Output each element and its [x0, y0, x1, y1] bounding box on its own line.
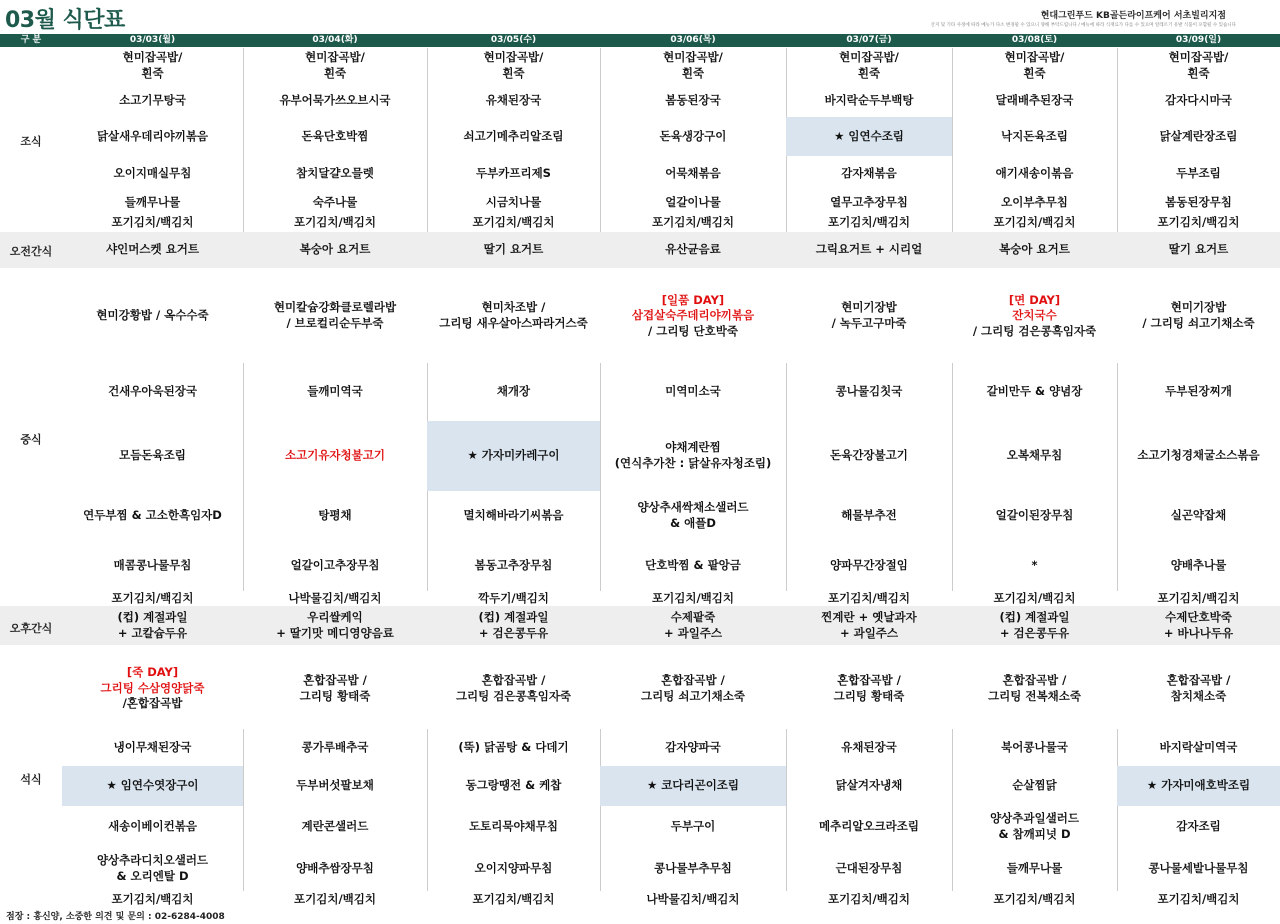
menu-cell: 포기김치/백김치	[993, 891, 1076, 906]
header-day: 03/07(금)	[846, 35, 892, 45]
menu-cell: 오이부추무침	[1001, 195, 1068, 210]
menu-cell: 탕평채	[318, 508, 352, 523]
menu-cell: 현미잡곡밥/ 흰죽	[839, 50, 899, 80]
row-label-breakfast: 조식	[20, 135, 42, 148]
menu-line: 현미차조밥 /	[481, 300, 546, 315]
menu-cell: 현미잡곡밥/ 흰죽	[663, 50, 723, 80]
menu-cell: 달래배추된장국	[995, 92, 1074, 107]
company-names: 현대그린푸드 KB골든라이프케어 서초빌리지점	[1040, 11, 1226, 21]
menu-cell: 딸기 요거트	[1168, 242, 1229, 257]
menu-cell: 미역미소국	[665, 384, 721, 399]
menu-cell: 깍두기/백김치	[478, 591, 549, 605]
menu-line: 그리팅 쇠고기채소죽	[641, 688, 745, 703]
menu-cell: 양배추나물	[1170, 558, 1227, 573]
menu-cell: 포기김치/백김치	[828, 215, 910, 230]
menu-line: 현미강황밥 / 옥수수죽	[96, 308, 209, 323]
menu-cell-main	[600, 655, 786, 722]
menu-cell: 닭살계란장조림	[1159, 128, 1238, 143]
menu-cell: 콩가루배추국	[301, 739, 369, 754]
menu-cell: 도토리묵야채무침	[469, 818, 558, 833]
menu-cell: 유채된장국	[841, 739, 897, 754]
menu-cell: 봄동된장무침	[1165, 195, 1232, 210]
menu-cell: 순살찜닭	[1012, 778, 1057, 793]
fine-print-note: 산지 및 기타 사정에 따라 메뉴가 다소 변경될 수 있으니 양해 부탁드립니다 / 메뉴에 따라 식재료가 다를 수 있으며 알레르기 유발 식품이 포함될 수 있습니다	[930, 23, 1236, 28]
menu-cell: 채개장	[496, 384, 531, 399]
menu-cell: 얼갈이고추장무침	[290, 558, 380, 573]
menu-cell: 포기김치/백김치	[652, 591, 734, 605]
menu-cell: 두부된장찌개	[1165, 384, 1232, 399]
table-header	[0, 34, 1280, 47]
menu-line: 혼합잡곡밥 /	[837, 672, 901, 687]
special-day-line: [죽 DAY]	[126, 665, 179, 680]
menu-line: 현미기장밥	[1170, 300, 1227, 315]
row-label-am-snack: 오전간식	[9, 245, 53, 258]
menu-cell: 우리쌀케익 + 딸기맛 메디영양음료	[276, 609, 394, 640]
menu-cell-main	[427, 655, 600, 722]
special-day-line: 그리팅 수삼영양닭죽	[100, 680, 205, 695]
menu-line: 혼합잡곡밥 /	[481, 672, 546, 687]
menu-line: 현미기장밥	[841, 300, 897, 315]
menu-cell: 야채계란찜 (연식추가찬 : 닭살유자청조림)	[614, 440, 772, 470]
menu-cell: 포기김치/백김치	[993, 215, 1076, 230]
menu-cell: 현미잡곡밥/ 흰죽	[483, 50, 544, 80]
menu-cell: 수제단호박죽 + 바나나두유	[1163, 609, 1234, 640]
menu-cell: 오이지양파무침	[474, 861, 553, 876]
menu-cell: 봄동된장국	[665, 92, 721, 107]
menu-cell: 메추리알오크라조림	[819, 818, 919, 833]
menu-cell: 바지락순두부백탕	[824, 92, 914, 107]
menu-line: / 녹두고구마죽	[831, 316, 907, 330]
menu-cell: 두부조림	[1176, 166, 1221, 181]
menu-cell: 포기김치/백김치	[294, 891, 376, 906]
menu-cell: 참치달걀오믈렛	[296, 166, 374, 181]
menu-line: 그리팅 새우살아스파라거스죽	[439, 316, 588, 330]
menu-line: 현미칼슘강화클로렐라밥	[273, 300, 397, 315]
menu-cell-main	[952, 280, 1117, 352]
menu-cell: 포기김치/백김치	[472, 891, 555, 906]
menu-cell: 돈육생강구이	[659, 128, 727, 143]
menu-cell-main	[427, 280, 600, 352]
menu-cell: 감자채볶음	[841, 166, 897, 181]
menu-cell: 시금치나물	[485, 195, 542, 210]
menu-cell: 복숭아 요거트	[299, 242, 371, 257]
menu-cell-main	[1117, 280, 1280, 352]
menu-cell-main	[600, 280, 786, 352]
special-day-line: [일품 DAY]	[661, 292, 725, 307]
header-day: 03/09(일)	[1175, 35, 1222, 45]
page-title: 03월 식단표	[5, 8, 125, 33]
menu-cell: (뚝) 닭곰탕 & 다데기	[458, 739, 569, 754]
menu-cell: 어묵채볶음	[665, 166, 721, 181]
menu-cell: 갈비만두 & 양념장	[986, 384, 1083, 399]
menu-line: / 그리팅 검은콩흑임자죽	[972, 323, 1097, 338]
menu-cell: 양파무간장절임	[830, 558, 908, 573]
menu-cell: 열무고추장무침	[830, 195, 908, 210]
menu-cell: 양상추라디치오샐러드 & 오리엔탈 D	[96, 853, 209, 883]
menu-cell: 콩나물세발나물무침	[1148, 861, 1249, 876]
special-day-line: [면 DAY]	[1008, 292, 1061, 307]
menu-cell: 오이지매실무침	[113, 166, 192, 181]
menu-cell: 양배추쌈장무침	[296, 861, 374, 876]
menu-cell: 양상추과일샐러드 & 참깨피넛 D	[990, 810, 1079, 841]
menu-cell: ★ 코다리곤이조림	[600, 766, 786, 806]
menu-cell-main	[952, 655, 1117, 722]
menu-line: 그리팅 전복채소죽	[988, 688, 1081, 703]
menu-cell: 얼갈이된장무침	[995, 508, 1074, 523]
header-day: 03/06(목)	[670, 35, 716, 45]
menu-cell: 바지락살미역국	[1159, 739, 1238, 754]
menu-cell: 나박물김치/백김치	[646, 891, 740, 906]
menu-cell: 포기김치/백김치	[111, 215, 194, 230]
menu-cell: 숙주나물	[312, 195, 358, 210]
menu-cell: 얼갈이나물	[665, 195, 721, 210]
menu-cell: 애기새송이볶음	[995, 166, 1074, 181]
menu-cell: 그릭요거트 + 시리얼	[815, 242, 923, 257]
menu-cell: 두부카프리제S	[476, 166, 551, 181]
menu-cell: 근대된장무침	[835, 861, 903, 876]
menu-cell: 감자조림	[1176, 818, 1221, 833]
menu-cell: 연두부찜 & 고소한흑임자D	[83, 508, 222, 523]
menu-cell: 들깨무나물	[124, 195, 181, 210]
menu-cell-main	[243, 280, 427, 352]
menu-cell: ★ 임연수조림	[786, 117, 952, 156]
menu-line: / 그리팅 단호박죽	[648, 323, 738, 338]
menu-cell: 계란콘샐러드	[301, 818, 369, 833]
menu-cell: 콩나물부추무침	[654, 861, 732, 876]
menu-cell: 건새우아욱된장국	[108, 384, 197, 399]
menu-cell: 현미잡곡밥/ 흰죽	[1004, 50, 1065, 80]
menu-cell: (컵) 계절과일 + 검은콩두유	[478, 609, 549, 640]
menu-cell-main	[62, 655, 243, 722]
menu-cell: 포기김치/백김치	[1157, 215, 1240, 230]
menu-cell-main	[786, 655, 952, 722]
menu-line: 혼합잡곡밥 /	[303, 672, 367, 687]
menu-cell: 닭살겨자냉채	[835, 778, 903, 793]
menu-cell: 복숭아 요거트	[999, 242, 1070, 257]
menu-cell: 포기김치/백김치	[111, 891, 194, 906]
menu-cell: 소고기무탕국	[119, 92, 186, 107]
menu-cell: 오복채무침	[1006, 448, 1063, 463]
menu-line: / 그리팅 쇠고기채소죽	[1142, 316, 1255, 330]
menu-cell: 들깨무나물	[1006, 861, 1063, 876]
menu-cell: 콩나물김칫국	[835, 384, 903, 399]
menu-cell: ★ 가자미카레구이	[427, 421, 600, 491]
menu-cell: 북어콩나물국	[1001, 739, 1068, 754]
menu-cell: 쇠고기메추리알조림	[463, 128, 564, 143]
header-day: 03/05(수)	[490, 35, 537, 45]
menu-cell: 유부어묵가쓰오브시국	[279, 92, 391, 107]
menu-cell: 포기김치/백김치	[111, 591, 194, 605]
menu-cell: 포기김치/백김치	[472, 215, 555, 230]
menu-cell: 샤인머스켓 요거트	[106, 242, 199, 257]
special-day-line: 삼겹살숙주데리야끼볶음	[631, 308, 755, 323]
menu-cell: 돈육단호박찜	[301, 128, 369, 143]
menu-cell: 두부버섯팔보채	[296, 778, 374, 793]
menu-line: 혼합잡곡밥 /	[1002, 672, 1067, 687]
header-category: 구 분	[20, 35, 42, 45]
header-day: 03/08(토)	[1011, 35, 1058, 45]
menu-line: 혼합잡곡밥 /	[1166, 672, 1231, 687]
menu-cell: 냉이무채된장국	[113, 739, 192, 754]
menu-cell: 딸기 요거트	[483, 242, 544, 257]
menu-line: / 브로컬리순두부죽	[286, 316, 384, 330]
menu-cell: 포기김치/백김치	[294, 215, 376, 230]
menu-cell: 멸치해바라기씨볶음	[463, 508, 564, 523]
menu-cell: ★ 가자미애호박조림	[1117, 766, 1280, 806]
menu-cell: 두부구이	[670, 818, 716, 833]
menu-cell: 닭살새우데리야끼볶음	[96, 128, 209, 143]
menu-cell: 포기김치/백김치	[652, 215, 734, 230]
menu-cell: 해물부추전	[841, 508, 897, 523]
row-label-pm-snack: 오후간식	[9, 622, 53, 635]
row-label-dinner: 석식	[20, 773, 42, 786]
menu-cell: 단호박찜 & 팥앙금	[645, 558, 741, 573]
menu-cell: 현미잡곡밥/ 흰죽	[122, 50, 183, 80]
menu-cell: 나박물김치/백김치	[288, 591, 382, 605]
menu-cell: 소고기유자청불고기	[285, 448, 385, 463]
special-day-line: 잔치국수	[1012, 308, 1057, 323]
menu-cell: 유산균음료	[665, 242, 721, 257]
menu-cell: 포기김치/백김치	[1157, 591, 1240, 605]
menu-cell-main	[243, 655, 427, 722]
menu-line: 혼합잡곡밥 /	[661, 672, 725, 687]
menu-cell: 매콤콩나물무침	[113, 558, 192, 573]
menu-cell: 감자다시마국	[1165, 92, 1232, 107]
menu-cell: *	[1031, 558, 1038, 573]
row-label-lunch: 중식	[20, 433, 42, 446]
menu-line: /혼합잡곡밥	[122, 696, 183, 711]
menu-cell: (컵) 계절과일 + 검은콩두유	[999, 609, 1070, 640]
menu-cell: 돈육간장불고기	[830, 448, 908, 463]
menu-cell: 낙지돈육조림	[1001, 128, 1068, 143]
menu-cell: 포기김치/백김치	[828, 591, 910, 605]
menu-cell-main	[1117, 655, 1280, 722]
menu-cell: 포기김치/백김치	[993, 591, 1076, 605]
menu-cell: (컵) 계절과일 + 고칼슘두유	[117, 609, 188, 640]
menu-cell: 현미잡곡밥/ 흰죽	[305, 50, 365, 80]
menu-cell: 동그랑땡전 & 케찹	[465, 778, 562, 793]
menu-cell: 찐계란 + 옛날과자 + 과일주스	[821, 609, 917, 640]
menu-cell-main	[62, 280, 243, 352]
menu-cell: 감자양파국	[665, 739, 721, 754]
menu-line: 그리팅 황태죽	[299, 688, 371, 703]
menu-cell: ★ 임연수엿장구이	[62, 766, 243, 806]
menu-cell: 유채된장국	[485, 92, 542, 107]
menu-cell: 봄동고추장무침	[474, 558, 553, 573]
menu-cell: 모듬돈육조림	[119, 448, 186, 463]
menu-cell: 포기김치/백김치	[828, 891, 910, 906]
menu-cell: 현미잡곡밥/ 흰죽	[1168, 50, 1229, 80]
menu-cell: 소고기청경채굴소스볶음	[1137, 448, 1260, 463]
menu-cell-main	[786, 280, 952, 352]
menu-cell: 포기김치/백김치	[1157, 891, 1240, 906]
header-day: 03/03(월)	[129, 35, 176, 45]
header-day: 03/04(화)	[312, 35, 358, 45]
menu-line: 그리팅 검은콩흑임자죽	[455, 688, 572, 703]
menu-cell: 새송이베이컨볶음	[108, 818, 197, 833]
menu-cell: 양상추새싹채소샐러드 & 애플D	[637, 500, 749, 530]
menu-cell: 실곤약잡채	[1170, 508, 1227, 523]
menu-cell: 수제팥죽 + 과일주스	[663, 609, 723, 640]
menu-cell: 들깨미역국	[307, 384, 363, 399]
menu-line: 참치채소죽	[1170, 688, 1227, 703]
menu-line: 그리팅 황태죽	[833, 688, 905, 703]
footer-contact: 점장 : 홍신양, 소중한 의견 및 문의 : 02-6284-4008	[6, 912, 225, 922]
